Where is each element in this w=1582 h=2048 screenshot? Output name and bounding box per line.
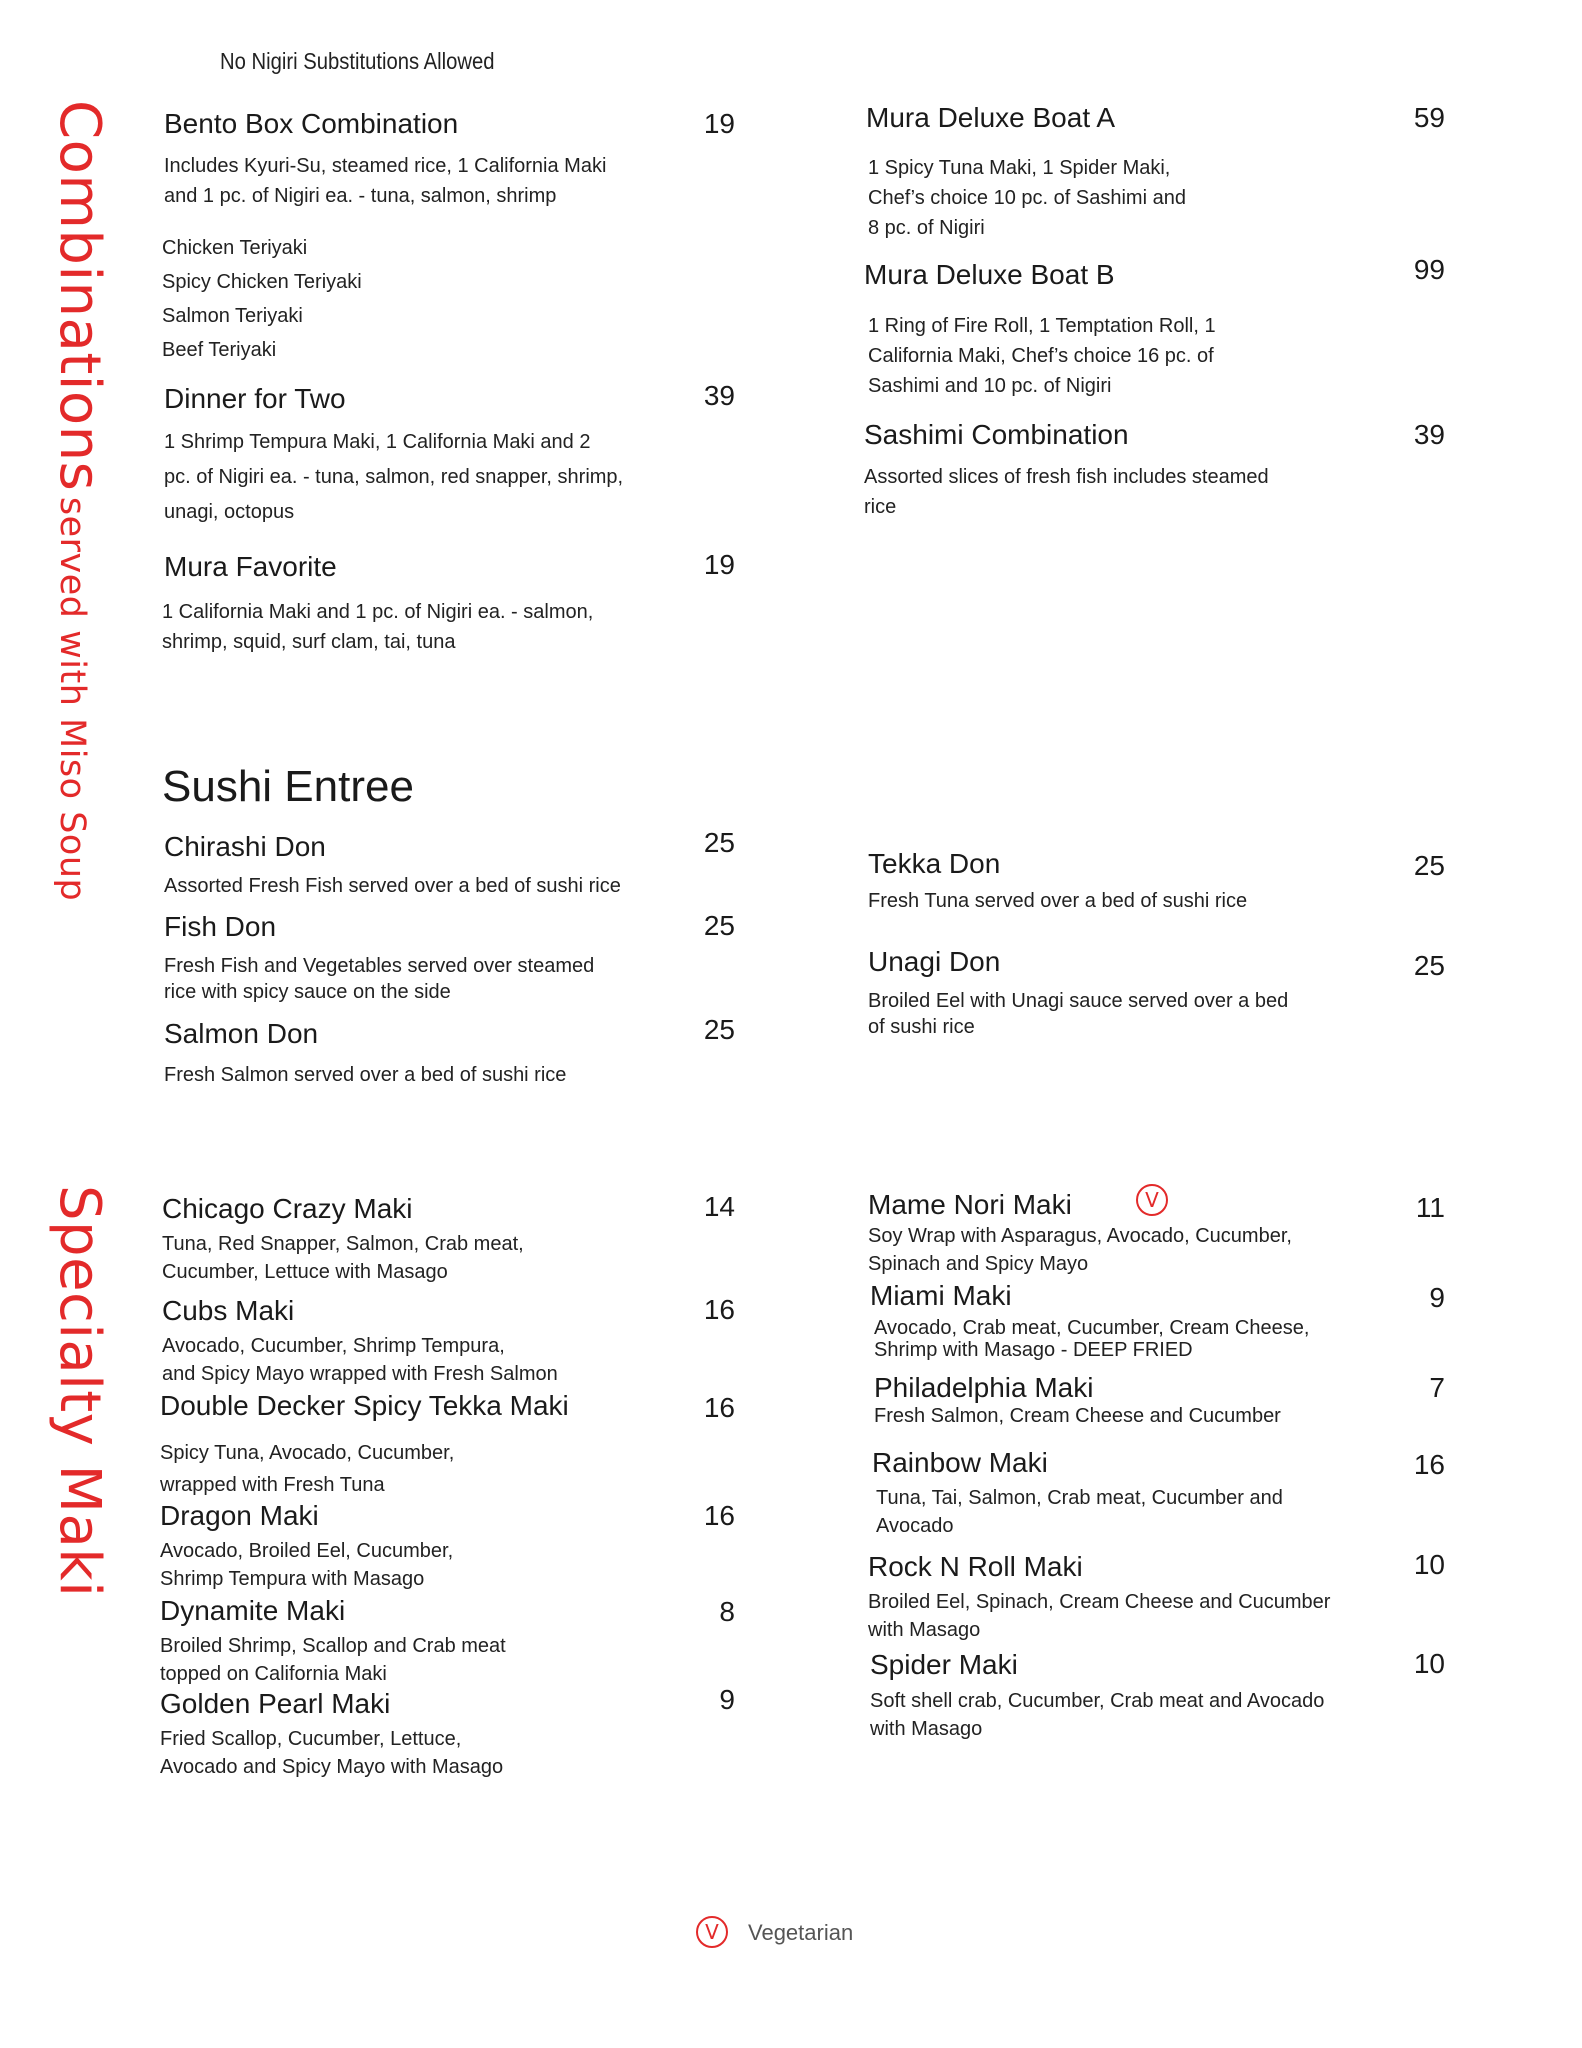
menu-item-price: 25 <box>703 910 735 941</box>
menu-item-name: Salmon Don <box>164 1018 319 1049</box>
menu-item-description: Assorted slices of fresh fish includes steamed rice <box>864 466 1269 518</box>
combinations-subtitle: served with Miso Soup <box>52 496 92 902</box>
menu-item-price: 99 <box>1413 254 1445 285</box>
menu-item-name: Tekka Don <box>868 848 1001 879</box>
list-item: Spicy Chicken Teriyaki <box>162 271 362 293</box>
menu-item-description: Soy Wrap with Asparagus, Avocado, Cucumber, Spinach and Spicy Mayo <box>868 1225 1292 1275</box>
menu-item-description: Avocado, Cucumber, Shrimp Tempura, and Spicy Mayo wrapped with Fresh Salmon <box>162 1335 558 1385</box>
menu-item-description: 1 Spicy Tuna Maki, 1 Spider Maki, Chef’s choice 10 pc. of Sashimi and 8 pc. of Nigiri <box>868 157 1186 239</box>
menu-item-name: Double Decker Spicy Tekka Maki <box>160 1390 569 1421</box>
specialty-maki-section-title <box>47 1185 112 1597</box>
menu-item-name: Dragon Maki <box>160 1500 319 1531</box>
menu-item-price: 39 <box>1413 419 1445 450</box>
menu-item-name: Spider Maki <box>870 1649 1018 1680</box>
menu-item-description: Fresh Salmon served over a bed of sushi rice <box>164 1064 567 1086</box>
menu-item-name: Cubs Maki <box>162 1295 295 1326</box>
list-item: Salmon Teriyaki <box>162 305 303 327</box>
vegetarian-icon: V <box>1136 1184 1168 1216</box>
specialty-title: Specialty Maki <box>47 1185 112 1598</box>
menu-item-description: 1 Shrimp Tempura Maki, 1 California Maki and 2 pc. of Nigiri ea. - tuna, salmon, red snapper, shrimp, unagi, octopus <box>164 431 624 523</box>
menu-item-price: 25 <box>1413 850 1445 881</box>
menu-item-price: 16 <box>703 1294 735 1325</box>
menu-item-price: 7 <box>1429 1372 1445 1403</box>
menu-item-description: Broiled Eel, Spinach, Cream Cheese and Cucumber with Masago <box>868 1591 1331 1641</box>
menu-item-price: 16 <box>703 1392 735 1423</box>
menu-item-description: Soft shell crab, Cucumber, Crab meat and Avocado with Masago <box>870 1690 1325 1740</box>
menu-item-description: 1 Ring of Fire Roll, 1 Temptation Roll, 1 California Maki, Chef’s choice 16 pc. of Sashimi and 10 pc. of Nigiri <box>868 315 1216 397</box>
menu-item-name: Dynamite Maki <box>160 1595 346 1626</box>
menu-item-description: Tuna, Red Snapper, Salmon, Crab meat, Cucumber, Lettuce with Masago <box>162 1233 524 1283</box>
menu-item-description: Fried Scallop, Cucumber, Lettuce, Avocado and Spicy Mayo with Masago <box>160 1728 504 1778</box>
list-item: Chicken Teriyaki <box>162 237 308 259</box>
menu-item-price: 9 <box>719 1684 735 1715</box>
menu-item-description: Spicy Tuna, Avocado, Cucumber, wrapped with Fresh Tuna <box>160 1442 455 1496</box>
menu-item-name: Mura Deluxe Boat A <box>866 102 1116 133</box>
menu-item-name: Mura Deluxe Boat B <box>864 259 1115 290</box>
combinations-title: Combinations <box>47 100 112 492</box>
menu-item-description: Fresh Salmon, Cream Cheese and Cucumber <box>874 1405 1281 1427</box>
menu-item-description: Tuna, Tai, Salmon, Crab meat, Cucumber and Avocado <box>876 1487 1283 1537</box>
menu-item-description: Broiled Eel with Unagi sauce served over a bed of sushi rice <box>868 990 1289 1038</box>
menu-item-name: Fish Don <box>164 911 277 942</box>
menu-item-description: 1 California Maki and 1 pc. of Nigiri ea. - salmon, shrimp, squid, surf clam, tai, tuna <box>162 601 594 653</box>
menu-item-price: 16 <box>703 1500 735 1531</box>
menu-item-description: Avocado, Crab meat, Cucumber, Cream Cheese, Shrimp with Masago - DEEP FRIED <box>874 1317 1310 1361</box>
menu-item-description: Fresh Fish and Vegetables served over steamed rice with spicy sauce on the side <box>164 955 595 1003</box>
menu-item-price: 8 <box>719 1596 735 1627</box>
vegetarian-legend-icon: V <box>696 1916 728 1948</box>
menu-item-description: Includes Kyuri-Su, steamed rice, 1 California Maki and 1 pc. of Nigiri ea. - tuna, salmon, shrimp <box>164 155 607 207</box>
menu-item-name: Bento Box Combination <box>164 108 459 139</box>
combinations-section-title <box>47 100 112 901</box>
menu-item-description: Broiled Shrimp, Scallop and Crab meat topped on California Maki <box>160 1635 506 1685</box>
menu-item-price: 14 <box>703 1191 735 1222</box>
menu-item-name: Rainbow Maki <box>872 1447 1048 1478</box>
menu-item-price: 25 <box>1413 950 1445 981</box>
menu-item-name: Chicago Crazy Maki <box>162 1193 413 1224</box>
menu-item-name: Mura Favorite <box>164 551 337 582</box>
no-substitutions-note: No Nigiri Substitutions Allowed <box>220 48 495 74</box>
menu-item-name: Mame Nori Maki <box>868 1189 1072 1220</box>
vegetarian-legend-label: Vegetarian <box>748 1920 854 1945</box>
menu-item-name: Miami Maki <box>870 1280 1012 1311</box>
menu-item-name: Philadelphia Maki <box>874 1372 1094 1403</box>
menu-item-price: 9 <box>1429 1282 1445 1313</box>
menu-item-price: 16 <box>1413 1449 1445 1480</box>
bento-options-list <box>162 231 362 367</box>
list-item: Beef Teriyaki <box>162 339 277 361</box>
menu-item-price: 25 <box>703 827 735 858</box>
sushi-entree-heading: Sushi Entree <box>162 762 414 811</box>
menu-item-price: 19 <box>703 108 735 139</box>
menu-item-price: 25 <box>703 1014 735 1045</box>
menu-item-price: 39 <box>703 380 735 411</box>
menu-item-name: Golden Pearl Maki <box>160 1688 391 1719</box>
menu-item-description: Avocado, Broiled Eel, Cucumber, Shrimp Tempura with Masago <box>160 1540 454 1590</box>
menu-item-name: Chirashi Don <box>164 831 326 862</box>
menu-item-price: 11 <box>1415 1192 1445 1223</box>
menu-item-price: 59 <box>1413 102 1445 133</box>
menu-item-name: Rock N Roll Maki <box>868 1551 1083 1582</box>
menu-item-price: 10 <box>1413 1549 1445 1580</box>
menu-item-description: Fresh Tuna served over a bed of sushi rice <box>868 890 1248 912</box>
menu-item-name: Unagi Don <box>868 946 1001 977</box>
menu-item-price: 10 <box>1413 1648 1445 1679</box>
menu-item-description: Assorted Fresh Fish served over a bed of sushi rice <box>164 875 621 897</box>
menu-item-name: Dinner for Two <box>164 383 346 414</box>
menu-item-name: Sashimi Combination <box>864 419 1129 450</box>
menu-item-price: 19 <box>703 549 735 580</box>
